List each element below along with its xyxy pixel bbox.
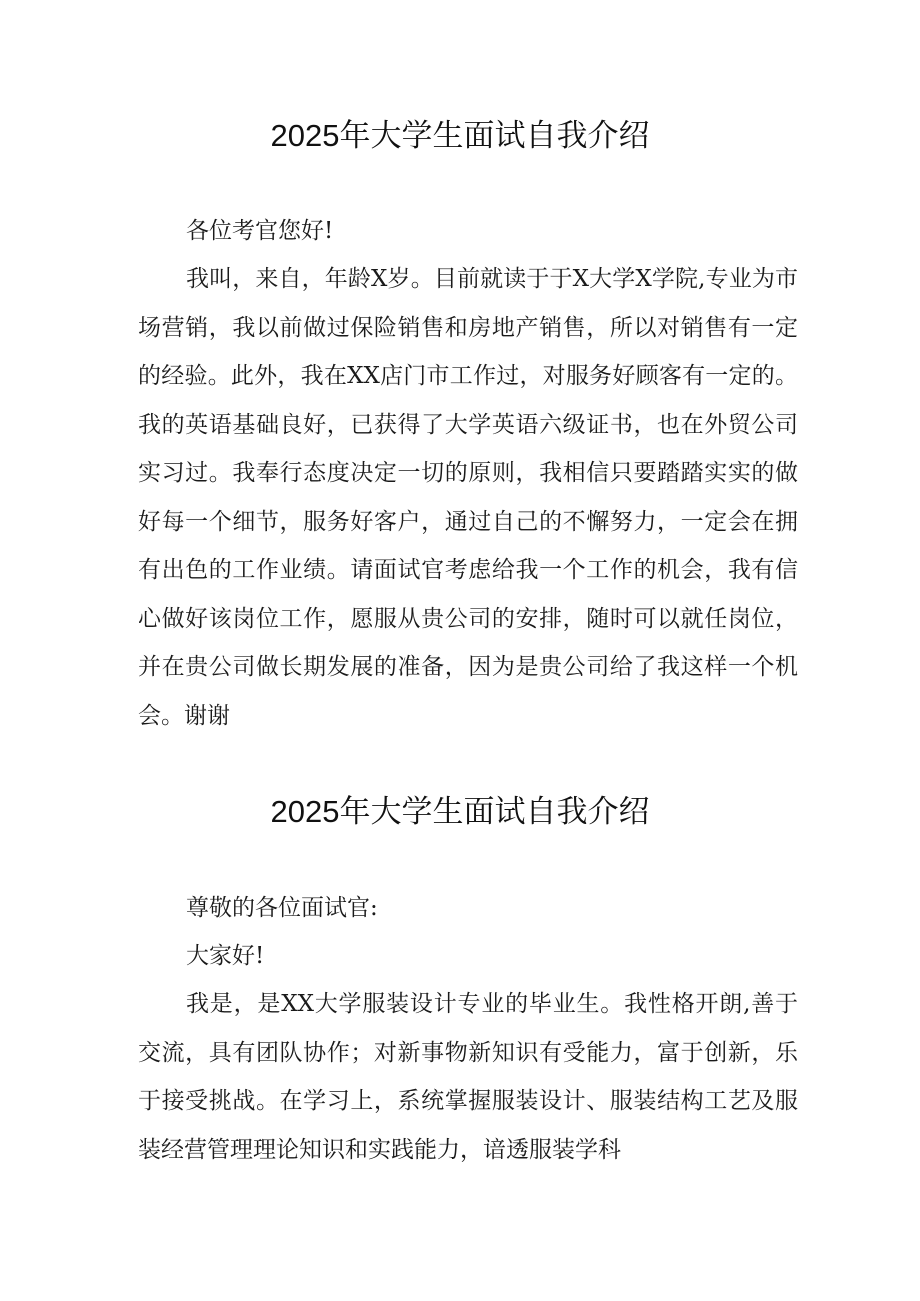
section-title: 2025年大学生面试自我介绍	[270, 118, 650, 153]
salutation-paragraph: 尊敬的各位面试官:	[186, 895, 378, 921]
section-title: 2025年大学生面试自我介绍	[270, 794, 650, 829]
greeting-paragraph: 大家好!	[186, 943, 265, 969]
body-paragraph: 我是，是XX大学服装设计专业的毕业生。我性格开朗,善于交流，具有团队协作；对新事物新知识有受能力，富于创新，乐于接受挑战。在学习上，系统掌握服装设计、服装结构工艺及服装经营管理理论知识和实践能力，谙透服装学科	[138, 991, 798, 1163]
greeting-paragraph: 各位考官您好!	[186, 218, 334, 244]
body-paragraph: 我叫，来自，年龄X岁。目前就读于于X大学X学院,专业为市场营销，我以前做过保险销售和房地产销售，所以对销售有一定的经验。此外，我在XX店门市工作过，对服务好顾客有一定的。我的英语基础良好，已获得了大学英语六级证书，也在外贸公司实习过。我奉行态度决定一切的原则，我相信只要踏踏实实的做好每一个细节，服务好客户，通过自己的不懈努力，一定会在拥有出色的工作业绩。请面试官考虑给我一个工作的机会，我有信心做好该岗位工作，愿服从贵公司的安排，随时可以就任岗位，并在贵公司做长期发展的准备，因为是贵公司给了我这样一个机会。谢谢	[138, 266, 798, 729]
